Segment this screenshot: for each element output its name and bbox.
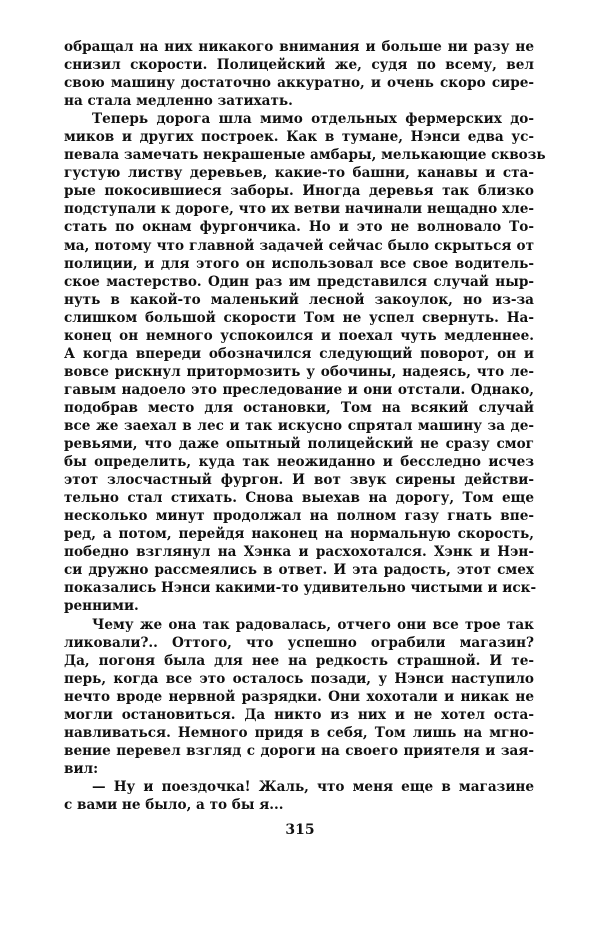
text-line: певала замечать некрашеные амбары, мелькающие сквозь <box>64 147 546 164</box>
text-line: показались Нэнси какими-то удивительно чистыми и иск- <box>64 580 537 597</box>
text-line: тельно стал стихать. Снова выехав на дорогу, Том еще <box>64 490 534 507</box>
text-line: гавым надоело это преследование и они отстали. Однако, <box>64 381 534 398</box>
text-line: бы определить, куда так неожиданно и бесследно исчез <box>64 454 534 471</box>
text-line: ред, а потом, перейдя наконец на нормальную скорость, <box>64 526 534 543</box>
text-line: Да, погоня была для нее на редкость страшной. И те- <box>64 652 534 669</box>
text-line: вение перевел взгляд с дороги на своего приятеля и зая- <box>64 742 534 759</box>
text-line: этот злосчастный фургон. И вот звук сирены действи- <box>64 472 534 489</box>
text-line: нечто вроде нервной разрядки. Они хохотали и никак не <box>64 688 534 705</box>
text-line: свою машину достаточно аккуратно, и очень скоро сире- <box>64 75 534 92</box>
text-line: подобрав место для остановки, Том на всякий случай <box>64 399 534 416</box>
text-line: вил: <box>64 760 99 777</box>
text-line: снизил скорости. Полицейский же, судя по всему, вел <box>64 57 534 74</box>
text-line: рые покосившиеся заборы. Иногда деревья так близко <box>64 183 534 200</box>
text-line: обращал на них никакого внимания и больше ни разу не <box>64 39 534 55</box>
text-line: победно взглянул на Хэнка и расхохотался. Хэнк и Нэн- <box>64 544 534 561</box>
paragraph <box>64 38 534 110</box>
text-line: на стала медленно затихать. <box>64 93 293 110</box>
text-line: могли остановиться. Да никто из них и не хотел оста- <box>64 706 534 723</box>
text-line: с вами не было, а то бы я... <box>64 796 284 813</box>
text-line: А когда впереди обозначился следующий поворот, он и <box>64 345 534 362</box>
text-line: все же заехал в лес и так искусно спрятал машину за де- <box>64 417 534 434</box>
text-line: полиции, и для этого он использовал все свое водитель- <box>64 255 534 272</box>
text-line: ревьями, что даже опытный полицейский не сразу смог <box>64 436 534 453</box>
text-line: густую листву деревьев, какие-то башни, канавы и ста- <box>64 165 534 182</box>
text-line: — Ну и поездочка! Жаль, что меня еще в магазине <box>92 778 534 795</box>
text-line: ренними. <box>64 598 139 615</box>
text-line: перь, когда все это осталось позади, у Нэнси наступило <box>64 670 534 687</box>
text-line: стать по окнам фургончика. Но и это не волновало То- <box>64 219 534 236</box>
paragraph <box>64 110 546 615</box>
text-line: ское мастерство. Один раз им представился случай ныр- <box>64 273 534 290</box>
text-line: ликовали?.. Оттого, что успешно ограбили магазин? <box>64 634 534 651</box>
page-number: 315 <box>285 822 315 838</box>
paragraph <box>64 616 534 778</box>
text-line: несколько минут продолжал на полном газу гнать впе- <box>64 508 534 525</box>
text-line: конец он немного успокоился и поехал чуть медленнее. <box>64 327 534 344</box>
text-line: миков и других построек. Как в тумане, Нэнси едва ус- <box>64 129 534 146</box>
page-text <box>64 38 546 814</box>
text-line: Теперь дорога шла мимо отдельных фермерских до- <box>92 111 534 128</box>
text-line: слишком большой скорости Том не успел свернуть. На- <box>64 309 534 326</box>
text-line: нуть в какой-то маленький лесной закоулок, но из-за <box>64 291 534 308</box>
text-line: вовсе рискнул притормозить у обочины, надеясь, что ле- <box>64 363 534 380</box>
text-line: навливаться. Немного придя в себя, Том лишь на мгно- <box>64 724 534 741</box>
text-line: подступали к дороге, что их ветви начинали нещадно хле- <box>64 201 534 218</box>
paragraph <box>64 778 534 814</box>
text-line: си дружно рассмеялись в ответ. И эта радость, этот смех <box>64 562 534 579</box>
text-line: ма, потому что главной задачей сейчас было скрыться от <box>64 237 534 254</box>
text-line: Чему же она так радовалась, отчего они все трое так <box>92 616 534 633</box>
